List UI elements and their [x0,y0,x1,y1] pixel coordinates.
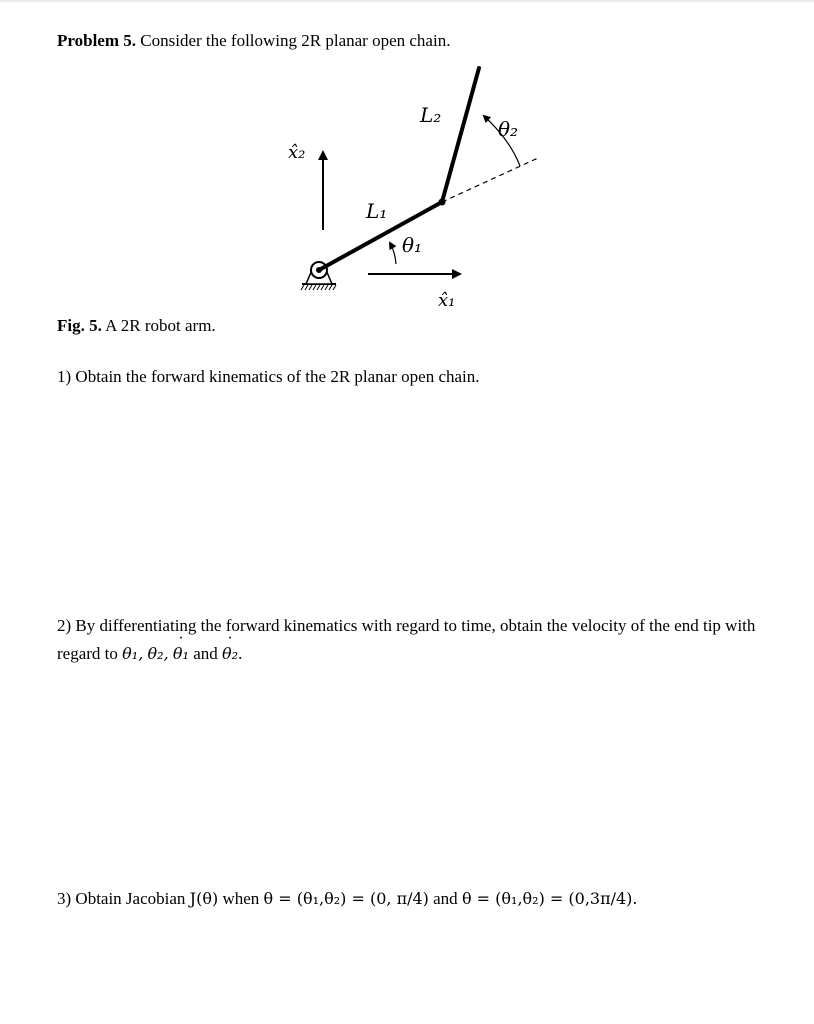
q3-when: when [222,889,260,908]
q2-theta1-dot: ˙ θ₁ [173,640,189,668]
q2-theta1: θ₁, [122,644,144,663]
problem-text: Consider the following 2R planar open chain. [140,31,451,50]
label-L2: L₂ [420,103,442,127]
link-1-extension [442,158,538,202]
q3-and: and [433,889,458,908]
q3-case-1: θ = (θ₁,θ₂) = (0, π/4) [263,889,429,908]
q3-jacobian: J(θ) [189,889,219,908]
label-x1: x̂₁ [438,290,456,311]
q2-theta2-dot: ˙ θ₂ [222,640,238,668]
problem-heading: Problem 5. [57,31,137,50]
question-2-text: 2) By differentiating the forward kinematics with regard to time, obtain the velocity of the end tip with regard to [57,616,756,663]
top-rule [0,0,814,2]
ground-hatch [301,285,336,290]
q2-and: and [193,644,218,663]
caption-text: A 2R robot arm. [105,316,216,335]
theta1-arc [390,243,396,264]
label-L1: L₁ [366,199,388,223]
figure-caption [57,315,216,337]
q3-prefix: 3) Obtain Jacobian [57,889,186,908]
caption-heading: Fig. 5. [57,316,102,335]
robot-arm-figure [270,60,560,320]
q3-case-2: θ = (θ₁,θ₂) = (0,3π/4). [461,889,638,908]
problem-statement [57,30,450,52]
question-3 [57,888,638,910]
question-1: 1) Obtain the forward kinematics of the 2R planar open chain. [57,367,480,386]
label-x2: x̂₂ [288,142,306,163]
q2-end: . [238,644,243,663]
question-2 [57,612,777,668]
link-2 [442,68,479,202]
label-theta2: θ₂ [498,117,519,141]
q2-theta2: θ₂, [147,644,169,663]
label-theta1: θ₁ [402,233,423,257]
